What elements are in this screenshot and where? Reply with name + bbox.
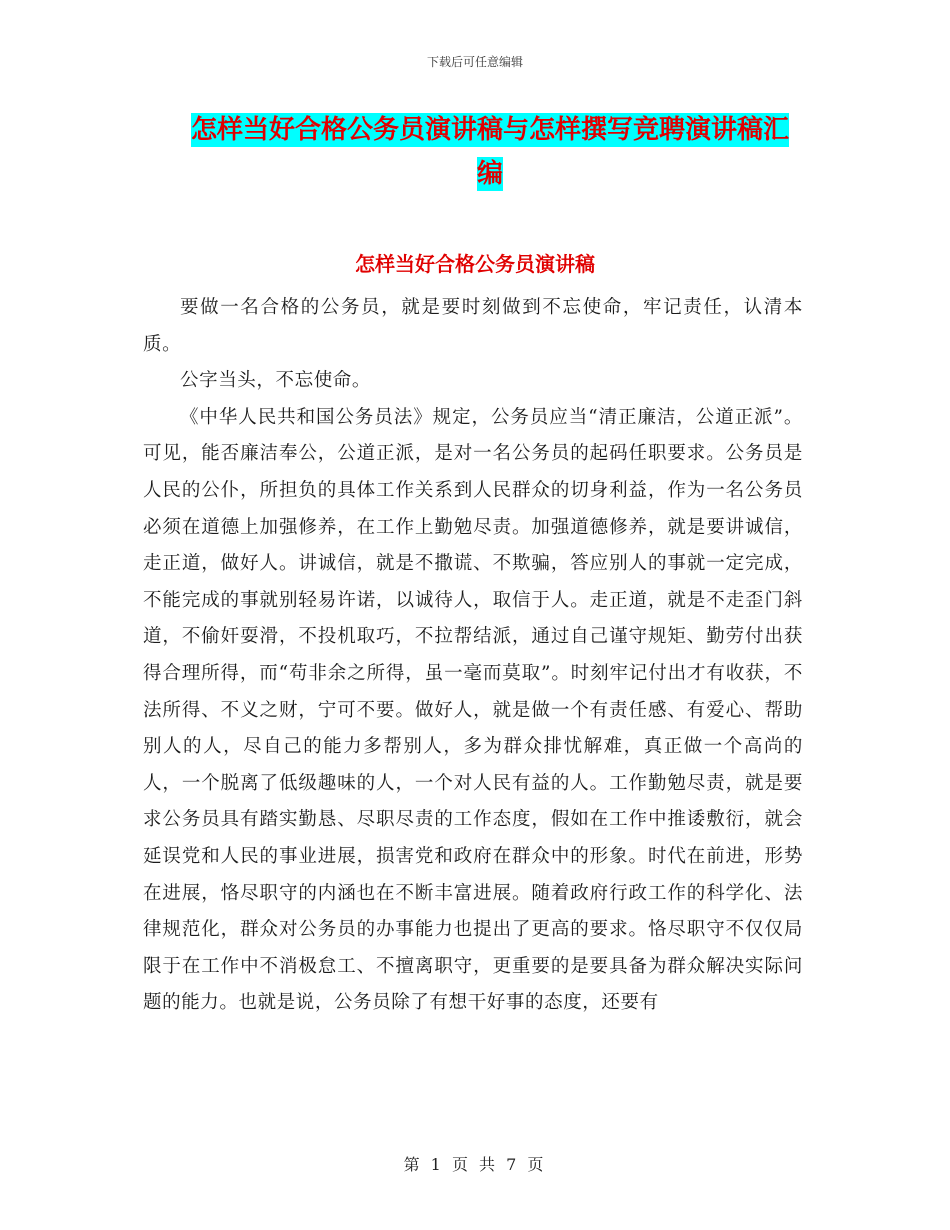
paragraph-3: 《中华人民共和国公务员法》规定，公务员应当“清正廉洁，公道正派”。可见，能否廉洁奉公，公道正派，是对一名公务员的起码任职要求。公务员是人民的公仆，所担负的具体工作关系到人民群众的切身利益，作为一名公务员必须在道德上加强修养，在工作上勤勉尽责。加强道德修养，就是要讲诚信，走正道，做好人。讲诚信，就是不撒谎、不欺骗，答应别人的事就一定完成，不能完成的事就别轻易许诺，以诚待人，取信于人。走正道，就是不走歪门斜道，不偷奸耍滑，不投机取巧，不拉帮结派，通过自己谨守规矩、勤劳付出获得合理所得，而“苟非余之所得，虽一毫而莫取”。时刻牢记付出才有收获，不法所得、不义之财，宁可不要。做好人，就是做一个有责任感、有爱心、帮助别人的人，尽自己的能力多帮别人，多为群众排忧解难，真正做一个高尚的人，一个脱离了低级趣味的人，一个对人民有益的人。工作勤勉尽责，就是要求公务员具有踏实勤恳、尽职尽责的工作态度，假如在工作中推诿敷衍，就会延误党和人民的事业进展，损害党和政府在群众中的形象。时代在前进，形势在进展，恪尽职守的内涵也在不断丰富进展。随着政府行政工作的科学化、法律规范化，群众对公务员的办事能力也提出了更高的要求。恪尽职守不仅仅局限于在工作中不消极怠工、不擅离职守，更重要的是要具备为群众解决实际问题的能力。也就是说，公务员除了有想干好事的态度，还要有 (143, 406, 803, 1014)
header-note: 下载后可任意编辑 (426, 55, 523, 69)
section-heading: 怎样当好合格公务员演讲稿 (355, 252, 595, 276)
document-title (170, 108, 810, 196)
document-title-line-1: 怎样当好合格公务员演讲稿与怎样撰写竞聘演讲稿汇 (190, 115, 789, 145)
body-text (143, 290, 803, 1022)
paragraph-1: 要做一名合格的公务员，就是要时刻做到不忘使命，牢记责任，认清本质。 (143, 297, 803, 355)
paragraph-2: 公字当头，不忘使命。 (180, 370, 372, 392)
page-number: 第 1 页 共 7 页 (403, 1155, 547, 1174)
document-title-line-2: 编 (476, 159, 503, 189)
